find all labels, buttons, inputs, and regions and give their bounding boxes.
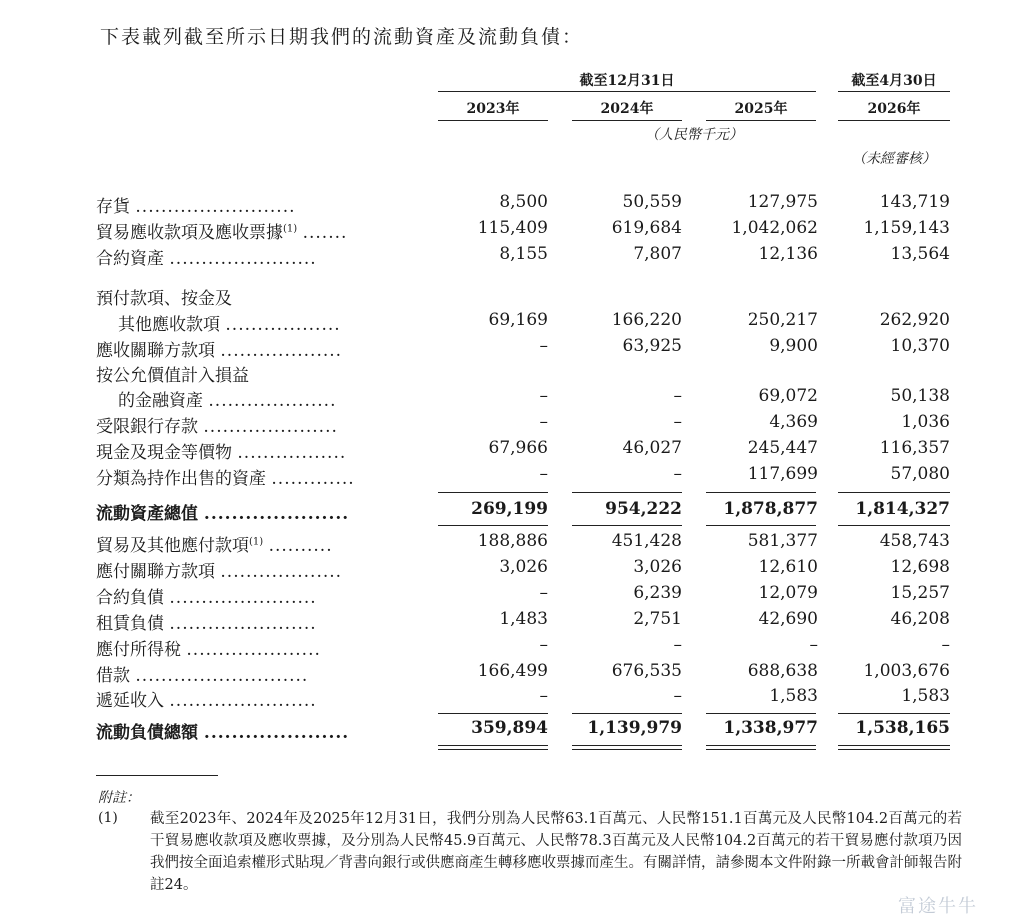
subtotal-rule-2025 (706, 492, 816, 493)
row-label: 流動資產總值 ..................... (96, 504, 350, 524)
note-text: 截至2023年、2024年及2025年12月31日，我們分別為人民幣63.1百萬元、人民幣151.1百萬元及人民幣104.2百萬元的若干貿易應收款項及應收票據，及分別為人民幣45.9百萬元、人民幣78.3百萬元及人民幣104.2百萬元的若干貿易應付款項乃因我們按全面追索權形式貼現／背書向銀行或供應商產生轉移應收票據而產生。有關詳情，請參閱本文件附錄一所載會計師報告附註24。 (150, 811, 962, 893)
header-year-2023: 2023年 (466, 101, 520, 117)
value-2025: 1,878,877 (723, 499, 818, 519)
table-row (0, 412, 1024, 438)
value-2023: 1,483 (499, 609, 548, 629)
liab-rule-2025 (706, 713, 816, 714)
value-2024: – (673, 464, 682, 484)
row-label: 貿易應收款項及應收票據$^{(1)}$ ....... (96, 223, 348, 243)
total-rule-2024 (572, 525, 682, 526)
value-2026: 1,036 (901, 412, 950, 432)
value-2026: 12,698 (890, 557, 950, 577)
double-rule-a-2024 (572, 745, 682, 746)
value-2025: – (809, 635, 818, 655)
value-2024: 2,751 (633, 609, 682, 629)
row-label: 流動負債總額 ..................... (96, 723, 350, 743)
double-rule-a-2023 (438, 745, 548, 746)
value-2023: 69,169 (488, 310, 548, 330)
header-year-rule-2024 (572, 120, 682, 121)
row-label: 受限銀行存款 ..................... (96, 417, 338, 437)
header-unaudited: （未經審核） (852, 151, 936, 167)
row-label: 按公允價值計入損益 (96, 366, 249, 386)
value-2026: 262,920 (879, 310, 950, 330)
value-2023: – (539, 464, 548, 484)
value-2025: 42,690 (758, 609, 818, 629)
header-year-2026: 2026年 (867, 101, 921, 117)
table-row (0, 609, 1024, 635)
liab-rule-2023 (438, 713, 548, 714)
value-2024: – (673, 635, 682, 655)
double-rule-b-2024 (572, 749, 682, 750)
note-number: (1) (98, 810, 118, 826)
value-2026: 143,719 (879, 192, 950, 212)
value-2024: 1,139,979 (587, 718, 682, 738)
liab-rule-2026 (838, 713, 950, 714)
liab-rule-2024 (572, 713, 682, 714)
value-2024: 451,428 (611, 531, 682, 551)
row-label: 其他應收款項 .................. (118, 315, 341, 335)
value-2025: 69,072 (758, 386, 818, 406)
double-rule-b-2025 (706, 749, 816, 750)
value-2025: 1,338,977 (723, 718, 818, 738)
value-2023: 188,886 (477, 531, 548, 551)
value-2024: 6,239 (633, 583, 682, 603)
value-2026: 1,538,165 (855, 718, 950, 738)
value-2024: 166,220 (611, 310, 682, 330)
table-row (0, 531, 1024, 557)
value-2025: 4,369 (769, 412, 818, 432)
value-2023: – (539, 635, 548, 655)
total-rule-2023 (438, 525, 548, 526)
row-label: 合約資產 ....................... (96, 249, 317, 269)
table-row (0, 218, 1024, 244)
row-label: 應收關聯方款項 ................... (96, 341, 343, 361)
header-group-apr30: 截至4月30日 (851, 73, 937, 89)
value-2025: 9,900 (769, 336, 818, 356)
row-label: 合約負債 ....................... (96, 588, 317, 608)
header-year-2025: 2025年 (734, 101, 788, 117)
row-label: 租賃負債 ....................... (96, 614, 317, 634)
value-2023: 115,409 (477, 218, 548, 238)
subtotal-rule-2024 (572, 492, 682, 493)
header-year-rule-2025 (706, 120, 816, 121)
row-label: 遞延收入 ....................... (96, 691, 317, 711)
total-rule-2025 (706, 525, 816, 526)
value-2024: – (673, 386, 682, 406)
value-2026: 1,814,327 (855, 499, 950, 519)
table-row (0, 284, 1024, 310)
value-2023: – (539, 686, 548, 706)
row-label: 應付所得稅 ..................... (96, 640, 321, 660)
value-2026: 10,370 (890, 336, 950, 356)
value-2023: – (539, 386, 548, 406)
value-2026: 46,208 (890, 609, 950, 629)
table-row (0, 386, 1024, 412)
subtotal-rule-2023 (438, 492, 548, 493)
row-label: 應付關聯方款項 ................... (96, 562, 343, 582)
value-2025: 117,699 (747, 464, 818, 484)
table-row (0, 464, 1024, 490)
total-rule-2026 (838, 525, 950, 526)
header-group-rule-apr (838, 91, 950, 92)
notes-title: 附註： (98, 790, 140, 806)
value-2025: 1,042,062 (731, 218, 818, 238)
double-rule-a-2025 (706, 745, 816, 746)
row-label: 借款 ........................... (96, 666, 309, 686)
value-2023: 166,499 (477, 661, 548, 681)
table-row-total-current-assets (0, 499, 1024, 525)
table-row (0, 336, 1024, 362)
value-2024: – (673, 686, 682, 706)
value-2025: 12,136 (758, 244, 818, 264)
table-row (0, 635, 1024, 661)
value-2025: 245,447 (747, 438, 818, 458)
header-unit: （人民幣千元） (645, 127, 743, 143)
row-label: 的金融資產 .................... (118, 391, 337, 411)
value-2025: 127,975 (747, 192, 818, 212)
value-2026: 1,583 (901, 686, 950, 706)
value-2026: 1,003,676 (863, 661, 950, 681)
value-2025: 12,610 (758, 557, 818, 577)
value-2026: 50,138 (890, 386, 950, 406)
row-label: 貿易及其他應付款項$^{(1)}$ .......... (96, 536, 333, 556)
value-2026: 15,257 (890, 583, 950, 603)
value-2026: 458,743 (879, 531, 950, 551)
header-group-rule-dec (438, 91, 816, 92)
row-label: 現金及現金等價物 ................. (96, 443, 347, 463)
double-rule-b-2023 (438, 749, 548, 750)
value-2025: 581,377 (747, 531, 818, 551)
value-2025: 250,217 (747, 310, 818, 330)
value-2024: – (673, 412, 682, 432)
value-2024: 50,559 (622, 192, 682, 212)
value-2023: – (539, 412, 548, 432)
header-year-2024: 2024年 (600, 101, 654, 117)
value-2023: 8,155 (499, 244, 548, 264)
table-row (0, 686, 1024, 712)
value-2023: 269,199 (471, 499, 548, 519)
double-rule-b-2026 (838, 749, 950, 750)
watermark: 富途牛牛 (898, 896, 978, 917)
table-row (0, 557, 1024, 583)
value-2024: 46,027 (622, 438, 682, 458)
value-2024: 7,807 (633, 244, 682, 264)
header-group-dec31: 截至12月31日 (579, 73, 675, 89)
value-2023: 359,894 (471, 718, 548, 738)
table-row (0, 310, 1024, 336)
double-rule-a-2026 (838, 745, 950, 746)
table-row (0, 438, 1024, 464)
value-2024: 619,684 (611, 218, 682, 238)
value-2026: 1,159,143 (863, 218, 950, 238)
notes-rule (96, 775, 218, 776)
table-row (0, 361, 1024, 387)
table-row (0, 661, 1024, 687)
subtotal-rule-2026 (838, 492, 950, 493)
value-2025: 1,583 (769, 686, 818, 706)
value-2024: 63,925 (622, 336, 682, 356)
value-2025: 688,638 (747, 661, 818, 681)
value-2024: 3,026 (633, 557, 682, 577)
value-2026: 57,080 (890, 464, 950, 484)
value-2024: 676,535 (611, 661, 682, 681)
value-2023: – (539, 583, 548, 603)
table-row (0, 192, 1024, 218)
row-label: 存貨 ......................... (96, 197, 296, 217)
value-2024: 954,222 (605, 499, 682, 519)
header-year-rule-2023 (438, 120, 548, 121)
table-row (0, 244, 1024, 270)
table-row-total-current-liabilities (0, 718, 1024, 744)
row-label: 分類為持作出售的資產 ............. (96, 469, 355, 489)
row-label: 預付款項、按金及 (96, 289, 232, 309)
value-2025: 12,079 (758, 583, 818, 603)
value-2023: – (539, 336, 548, 356)
value-2023: 3,026 (499, 557, 548, 577)
value-2026: – (941, 635, 950, 655)
value-2023: 8,500 (499, 192, 548, 212)
header-year-rule-2026 (838, 120, 950, 121)
table-row (0, 583, 1024, 609)
value-2023: 67,966 (488, 438, 548, 458)
value-2026: 13,564 (890, 244, 950, 264)
value-2026: 116,357 (879, 438, 950, 458)
intro-text: 下表載列截至所示日期我們的流動資產及流動負債： (100, 26, 584, 48)
